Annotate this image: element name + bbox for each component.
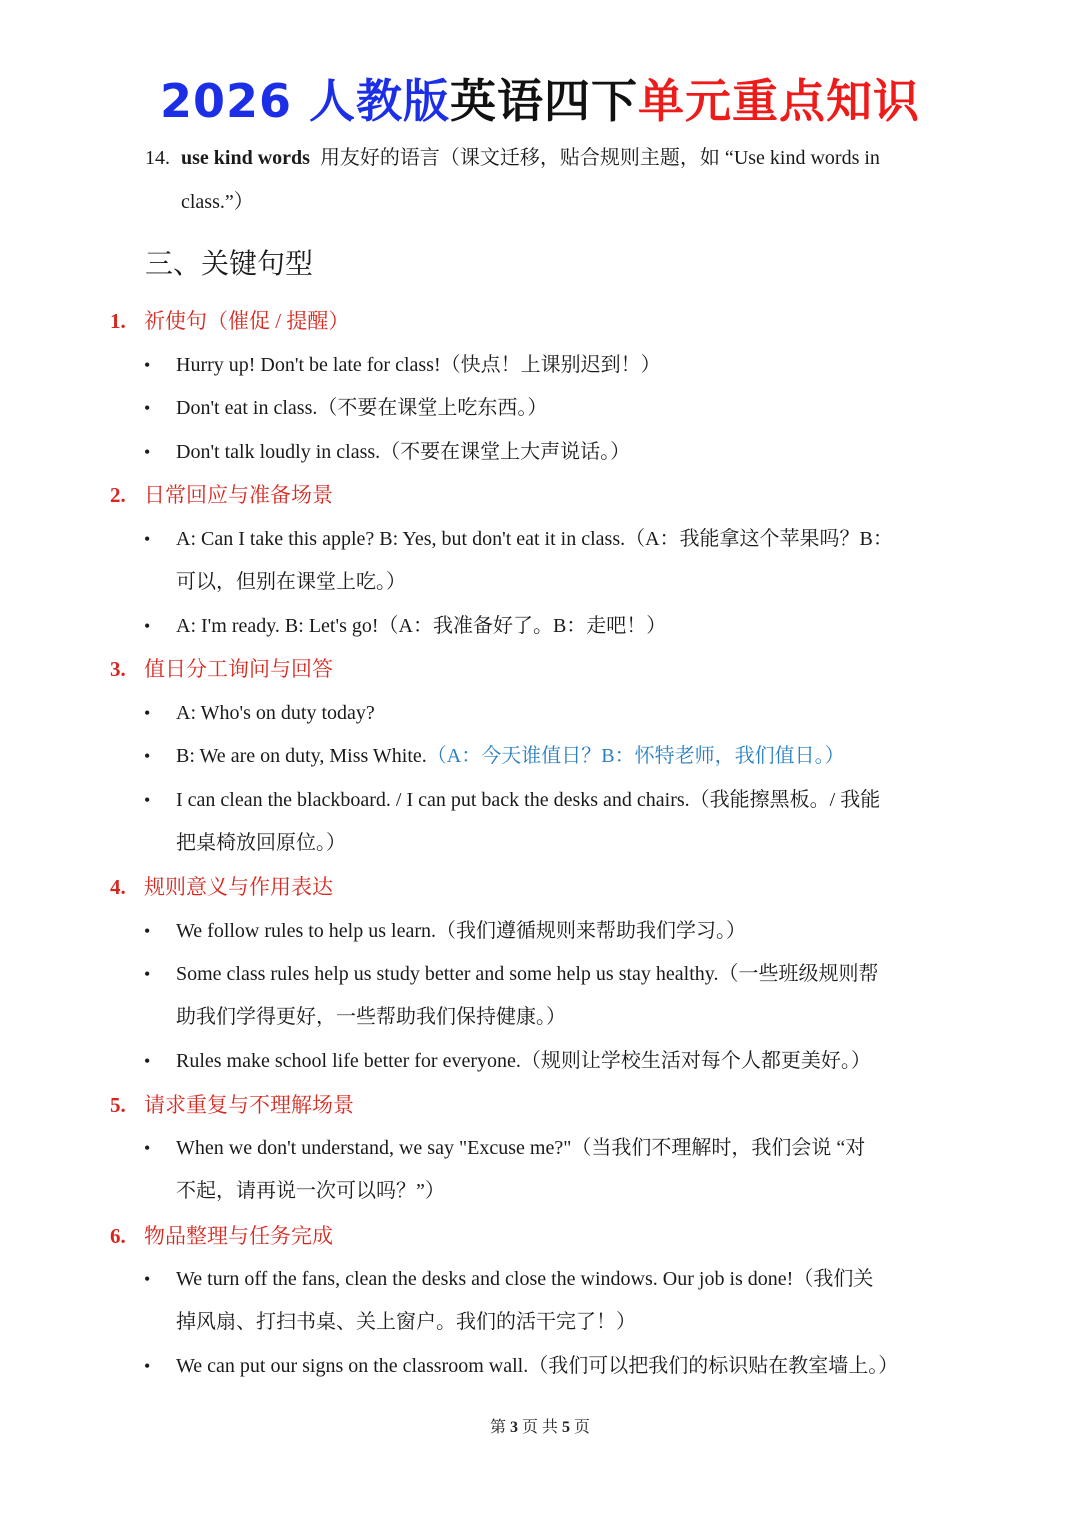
sentence-item: • A: Can I take this apple? B: Yes, but don't eat it in class.（A：我能拿这个苹果吗？B：	[176, 524, 893, 554]
sentence-item: • Don't talk loudly in class.（不要在课堂上大声说话。）	[176, 437, 630, 467]
title-part-subject: 英语四下	[450, 74, 639, 128]
group-heading-5: 5. 请求重复与不理解场景	[110, 1093, 354, 1117]
title-part-year-edition: 2026 人教版	[159, 74, 451, 128]
group-heading-4: 4. 规则意义与作用表达	[110, 875, 333, 899]
sentence-item: • I can clean the blackboard. / I can put back the desks and chairs.（我能擦黑板。/ 我能	[176, 785, 880, 815]
page-title	[0, 66, 1080, 136]
sentence-item: • Hurry up! Don't be late for class!（快点！上课别迟到！）	[176, 350, 661, 380]
group-heading-2: 2. 日常回应与准备场景	[110, 483, 333, 507]
sentence-item-continued: 可以，但别在课堂上吃。）	[176, 571, 406, 593]
group-heading-6: 6. 物品整理与任务完成	[110, 1224, 333, 1248]
translation-highlight: （A：今天谁值日？B：怀特老师，我们值日。）	[426, 745, 845, 767]
vocab-item-14	[145, 143, 880, 173]
vocab-number: 14.	[145, 147, 170, 169]
sentence-item-continued: 助我们学得更好，一些帮助我们保持健康。）	[176, 1006, 566, 1028]
sentence-item-continued: 不起，请再说一次可以吗？”）	[176, 1180, 445, 1202]
title-part-topic: 单元重点知识	[638, 74, 921, 128]
sentence-item-continued: 把桌椅放回原位。）	[176, 832, 346, 854]
page-footer: 第 3 页 共 5 页	[489, 1419, 591, 1436]
group-heading-1: 1. 祈使句（催促 / 提醒）	[110, 309, 350, 333]
sentence-item: • B: We are on duty, Miss White.（A：今天谁值日？B：怀特老师，我们值日。）	[176, 741, 845, 771]
sentence-item: • We follow rules to help us learn.（我们遵循规则来帮助我们学习。）	[176, 916, 746, 946]
vocab-term: use kind words	[181, 147, 310, 169]
sentence-item: • A: I'm ready. B: Let's go!（A：我准备好了。B：走吧！）	[176, 611, 666, 641]
section-title: 三、关键句型	[145, 247, 314, 280]
sentence-item: • We can put our signs on the classroom wall.（我们可以把我们的标识贴在教室墙上。）	[176, 1351, 898, 1381]
vocab-definition-line1: 用友好的语言（课文迁移，贴合规则主题，如 “Use kind words in	[319, 147, 880, 169]
sentence-item: • Some class rules help us study better and some help us stay healthy.（一些班级规则帮	[176, 959, 879, 989]
sentence-item: • Rules make school life better for everyone.（规则让学校生活对每个人都更美好。）	[176, 1046, 871, 1076]
group-heading-3: 3. 值日分工询问与回答	[110, 657, 333, 681]
sentence-item: • We turn off the fans, clean the desks and close the windows. Our job is done!（我们关	[176, 1264, 873, 1294]
sentence-item: • When we don't understand, we say "Excuse me?"（当我们不理解时，我们会说 “对	[176, 1133, 865, 1163]
current-page-number: 3	[509, 1419, 518, 1436]
sentence-item: • A: Who's on duty today?	[176, 698, 375, 728]
sentence-item-continued: 掉风扇、打扫书桌、关上窗户。我们的活干完了！）	[176, 1311, 636, 1333]
vocab-definition-line2: class.”）	[181, 191, 254, 213]
total-page-number: 5	[562, 1419, 570, 1436]
sentence-item: • Don't eat in class.（不要在课堂上吃东西。）	[176, 393, 547, 423]
